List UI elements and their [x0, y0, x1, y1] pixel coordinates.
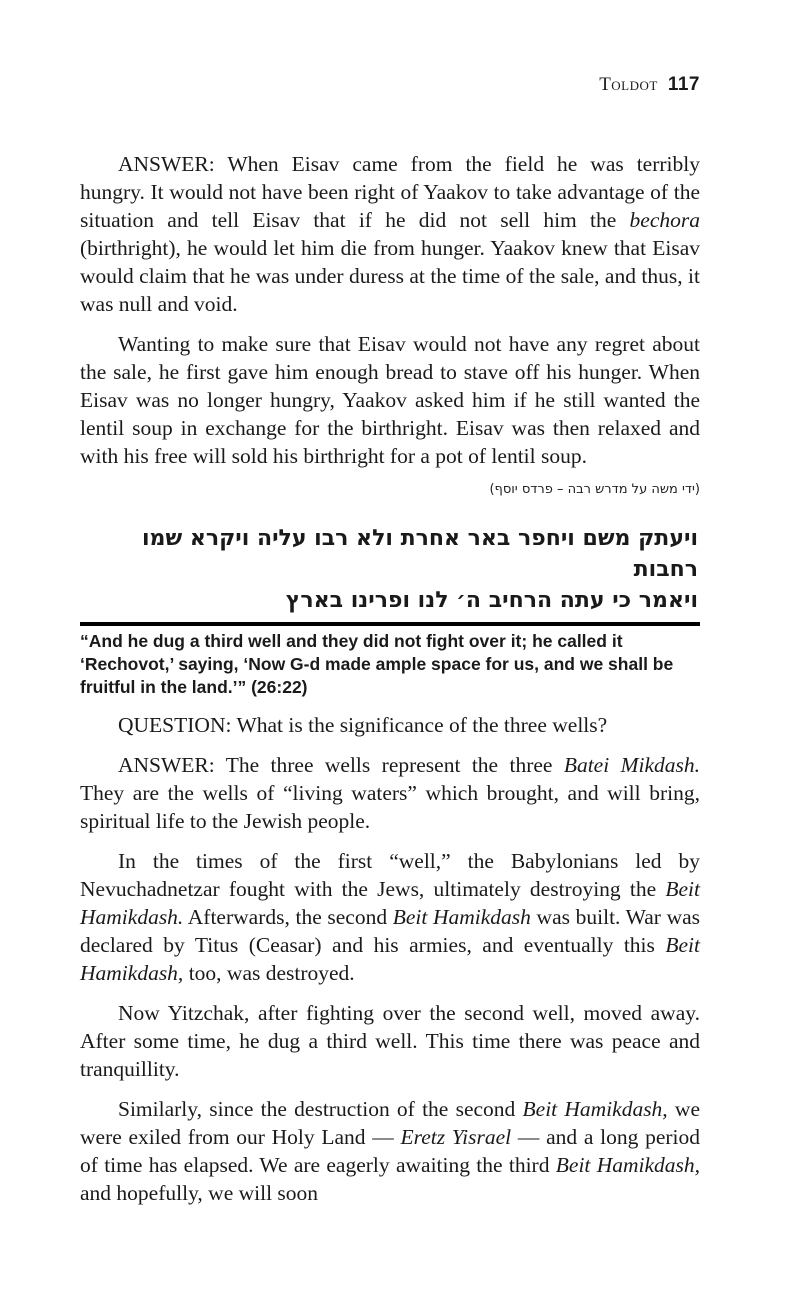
text-run: and hopefully, we will soon [80, 1181, 319, 1205]
body-paragraph-times [80, 847, 700, 987]
divider-rule [80, 622, 700, 626]
italic-term: Batei Mikdash. [563, 753, 700, 777]
text-run: Similarly, since the destruction of the second [118, 1097, 523, 1121]
text-run: (birthright), he would let him die from hunger. Yaakov knew that Eisav would claim that he was under duress at the time of the sale, and thus, it was null and void. [80, 236, 700, 316]
italic-term: Beit Hamikdash, [555, 1153, 700, 1177]
page-number: 117 [667, 74, 700, 95]
italic-term: Eretz Yisrael [400, 1125, 512, 1149]
body-paragraph: Wanting to make sure that Eisav would not have any regret about the sale, he first gave him enough bread to stave off his hunger. When Eisav was no longer hungry, Yaakov asked him if he still wanted the lentil soup in exchange for the birthright. Eisav was then relaxed and with his free will sold his birthright for a pot of lentil soup. [80, 332, 700, 468]
page-content [80, 150, 700, 1219]
italic-term: Beit Hamikdash [392, 905, 531, 929]
text-run: was built. War was declared by Titus (Ceasar) and his armies, and eventually this [80, 905, 701, 957]
text-run: — and a long period of time has elapsed. We are eagerly awaiting the third [80, 1125, 701, 1177]
body-paragraph-similarly [80, 1095, 700, 1207]
italic-term: Beit Hamikdash. [80, 877, 700, 929]
text-run: Afterwards, the second [183, 905, 393, 929]
text-run: ANSWER: The three wells represent the three [118, 753, 564, 777]
question-paragraph: QUESTION: What is the significance of the three wells? [118, 713, 608, 737]
italic-term: Beit Hamikdash, [80, 933, 700, 985]
running-header [599, 74, 700, 96]
text-run: too, was destroyed. [183, 961, 355, 985]
chapter-title: Toldot [599, 74, 658, 95]
english-verse: “And he dug a third well and they did not fight over it; he called it ‘Rechovot,’ saying, ‘Now G-d made ample space for us, and we shall be fruitful in the land.’” (26:22) [80, 631, 674, 697]
text-run: In the times of the first “well,” the Babylonians led by Nevuchadnetzar fought with the Jews, ultimately destroying the [80, 849, 700, 901]
source-citation: (ידי משה על מדרש רבה – פרדס יוסף) [489, 482, 700, 497]
hebrew-verse-line-1: ויעתק משם ויחפר באר אחרת ולא רבו עליה ויקרא שמו רחבות [142, 526, 698, 582]
hebrew-verse-line-2: ויאמר כי עתה הרחיב ה׳ לנו ופרינו בארץ [285, 588, 698, 613]
answer-paragraph [80, 150, 700, 318]
italic-term: bechora [629, 208, 700, 232]
text-run: we were exiled from our Holy Land — [80, 1097, 700, 1149]
text-run: They are the wells of “living waters” which brought, and will bring, spiritual life to the Jewish people. [80, 781, 700, 833]
text-run: ANSWER: When Eisav came from the field he was terribly hungry. It would not have been right of Yaakov to take advantage of the situation and tell Eisav that if he did not sell him the [80, 152, 700, 232]
answer-paragraph-2 [80, 751, 700, 835]
italic-term: Beit Hamikdash, [522, 1097, 668, 1121]
body-paragraph-yitzchak: Now Yitzchak, after fighting over the second well, moved away. After some time, he dug a third well. This time there was peace and tranquillity. [80, 1001, 700, 1081]
